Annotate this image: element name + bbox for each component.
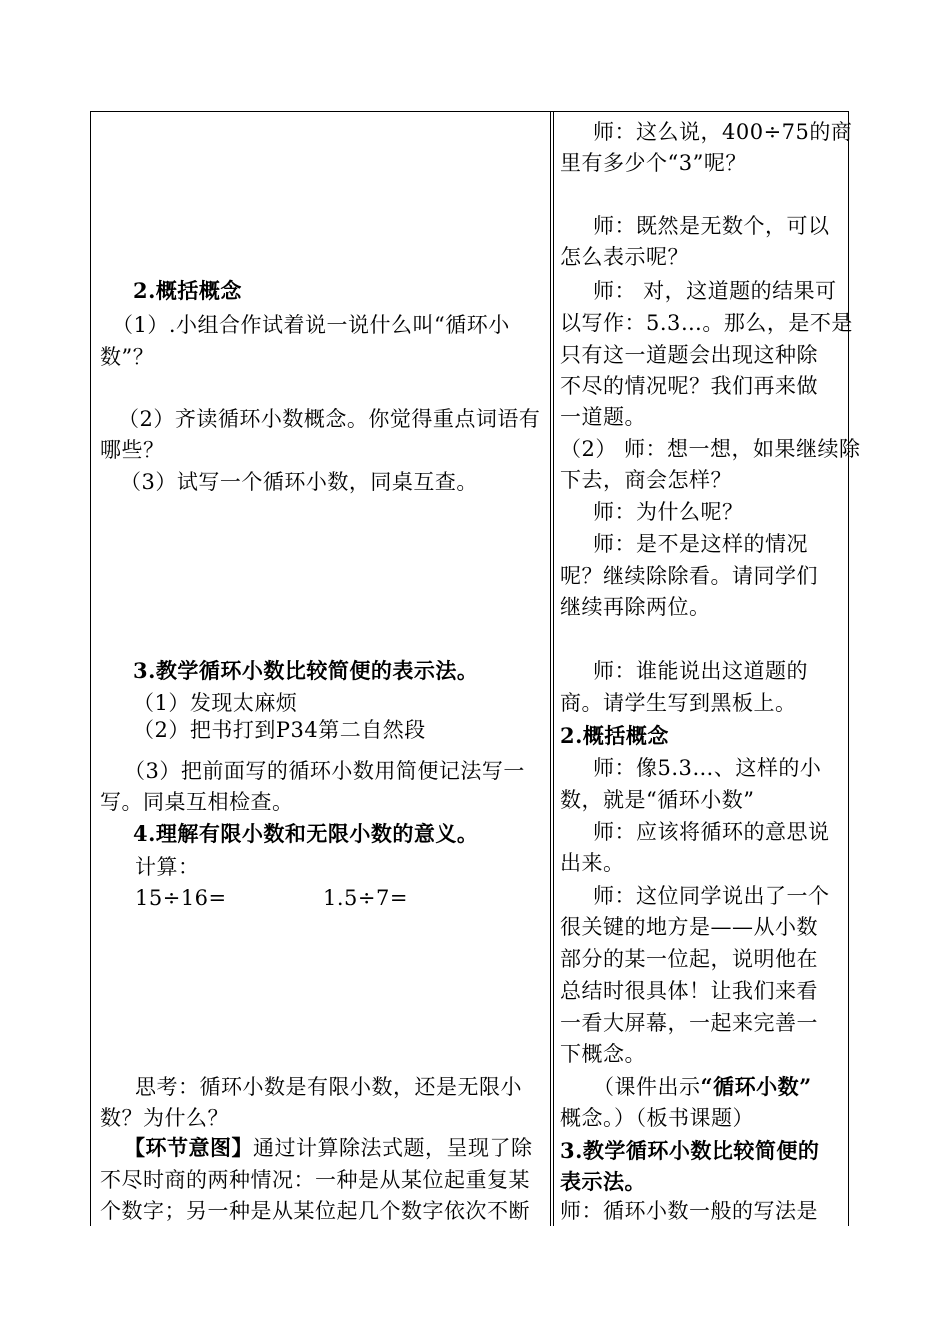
right-p11-line2: 概念。）（板书课题） bbox=[560, 1106, 754, 1130]
intent-line1-rest: 通过计算除法式题，呈现了除 bbox=[253, 1136, 533, 1160]
left-item1-line1: （1）.小组合作试着说一说什么叫“循环小 bbox=[112, 313, 510, 337]
left-intent-line3: 个数字；另一种是从某位起几个数字依次不断 bbox=[100, 1199, 530, 1223]
p11-pre: （课件出示 bbox=[593, 1075, 701, 1099]
left-think-line1: 思考：循环小数是有限小数，还是无限小 bbox=[135, 1075, 522, 1099]
right-p2-line2: 怎么表示呢？ bbox=[560, 245, 689, 269]
right-p12: 师：循环小数一般的写法是 bbox=[560, 1199, 818, 1223]
left-item3: （3）试写一个循环小数，同桌互查。 bbox=[120, 470, 478, 494]
intent-label: 【环节意图】 bbox=[124, 1135, 253, 1160]
right-p11-line1 bbox=[593, 1075, 812, 1099]
left-s3-item3-line2: 写。同桌互相检查。 bbox=[100, 790, 294, 814]
right-p5: 师：为什么呢？ bbox=[593, 500, 744, 524]
left-intent-line1 bbox=[124, 1136, 533, 1160]
right-p10-line4: 总结时很具体！让我们来看 bbox=[560, 979, 818, 1003]
right-p8-line1: 师：像5.3…、这样的小 bbox=[593, 756, 822, 780]
right-p10-line6: 下概念。 bbox=[560, 1042, 646, 1066]
left-item1-line2: 数”？ bbox=[100, 345, 155, 369]
right-p1-line2: 里有多少个“3”呢？ bbox=[560, 151, 747, 175]
left-s3-item1: （1）发现太麻烦 bbox=[133, 691, 298, 715]
left-s3-item3-line1: （3）把前面写的循环小数用简便记法写一 bbox=[124, 759, 525, 783]
left-section3-title: 3.教学循环小数比较简便的表示法。 bbox=[133, 658, 479, 683]
right-p1-line1: 师：这么说，400÷75的商 bbox=[593, 120, 853, 144]
left-s3-item2: （2）把书打到P34第二自然段 bbox=[133, 718, 426, 742]
right-p3-line2: 以写作：5.3…。那么，是不是 bbox=[560, 311, 853, 335]
right-p2-line1: 师：既然是无数个，可以 bbox=[593, 214, 830, 238]
right-p3-line4: 不尽的情况呢？我们再来做 bbox=[560, 374, 818, 398]
column-divider bbox=[550, 111, 551, 1226]
right-p10-line2: 很关键的地方是——从小数 bbox=[560, 915, 818, 939]
right-section3-line2: 表示法。 bbox=[560, 1169, 646, 1194]
right-p9-line2: 出来。 bbox=[560, 851, 625, 875]
right-p3-line1: 师： 对，这道题的结果可 bbox=[593, 279, 837, 303]
left-calc-label: 计算： bbox=[135, 855, 200, 879]
column-divider-inner bbox=[553, 111, 554, 1226]
right-p7-line1: 师：谁能说出这道题的 bbox=[593, 659, 808, 683]
right-p6-line2: 呢？继续除除看。请同学们 bbox=[560, 564, 818, 588]
left-expr1: 15÷16= bbox=[135, 886, 227, 910]
right-p9-line1: 师：应该将循环的意思说 bbox=[593, 820, 830, 844]
right-p3-line3: 只有这一道题会出现这种除 bbox=[560, 343, 818, 367]
right-p10-line1: 师：这位同学说出了一个 bbox=[593, 884, 830, 908]
right-p6-line3: 继续再除两位。 bbox=[560, 595, 711, 619]
left-think-line2: 数？为什么？ bbox=[100, 1106, 229, 1130]
right-p3-line5: 一道题。 bbox=[560, 405, 646, 429]
right-section2-title: 2.概括概念 bbox=[560, 723, 669, 748]
right-p4-line2: 下去，商会怎样？ bbox=[560, 468, 732, 492]
right-p10-line5: 一看大屏幕，一起来完善一 bbox=[560, 1011, 818, 1035]
left-item2-line2: 哪些？ bbox=[100, 438, 165, 462]
left-section4-title: 4.理解有限小数和无限小数的意义。 bbox=[133, 821, 479, 846]
left-section2-title: 2.概括概念 bbox=[133, 278, 242, 303]
right-p8-line2: 数，就是“循环小数” bbox=[560, 788, 755, 812]
right-p7-line2: 商。请学生写到黑板上。 bbox=[560, 691, 797, 715]
left-intent-line2: 不尽时商的两种情况：一种是从某位起重复某 bbox=[100, 1168, 530, 1192]
left-expr2: 1.5÷7= bbox=[323, 886, 408, 910]
right-p10-line3: 部分的某一位起，说明他在 bbox=[560, 947, 818, 971]
left-item2-line1: （2）齐读循环小数概念。你觉得重点词语有 bbox=[118, 407, 541, 431]
right-p4-line1: （2） 师：想一想，如果继续除 bbox=[560, 437, 861, 461]
p11-bold: “循环小数” bbox=[700, 1074, 812, 1099]
right-section3-line1: 3.教学循环小数比较简便的 bbox=[560, 1138, 820, 1163]
right-p6-line1: 师：是不是这样的情况 bbox=[593, 532, 808, 556]
